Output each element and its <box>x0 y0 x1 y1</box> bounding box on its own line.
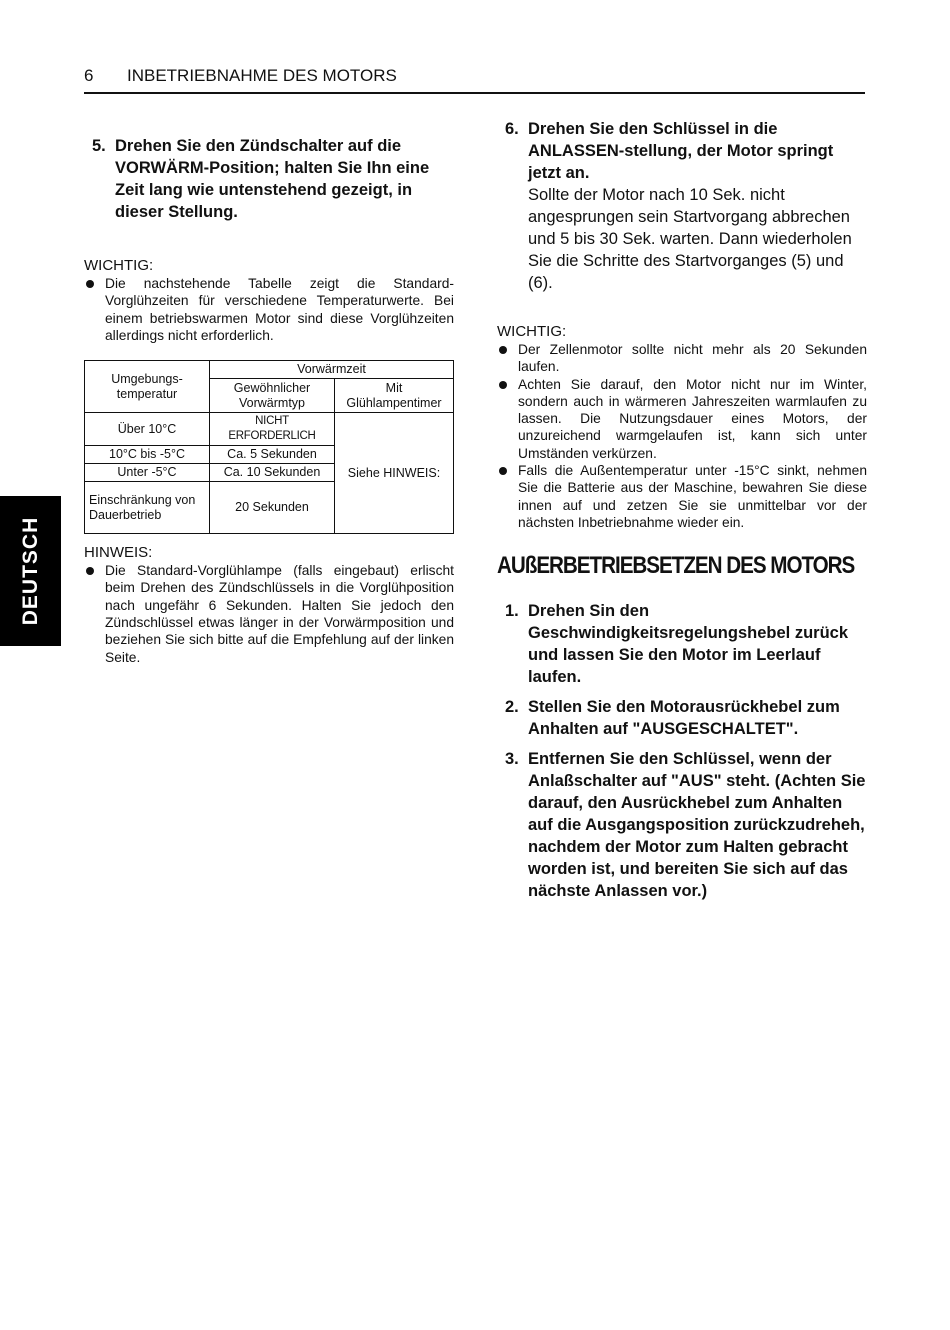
table-cell: Über 10°C <box>85 413 210 446</box>
wichtig-note <box>497 323 867 531</box>
table-cell: 10°C bis -5°C <box>85 446 210 464</box>
table-cell-timer: Siehe HINWEIS: <box>335 413 454 534</box>
left-column <box>84 135 454 666</box>
table-cell: Einschränkung von Dauerbetrieb <box>85 482 210 534</box>
step-text: Drehen Sie den Schlüssel in die ANLASSEN-stellung, der Motor springt jetzt an. <box>528 120 834 182</box>
table-cell: NICHT ERFORDERLICH <box>210 413 335 446</box>
section-title: AUßERBETRIEBSETZEN DES MOTORS <box>497 552 855 580</box>
header-timer-type: Mit Glühlampentimer <box>335 379 454 413</box>
step-5 <box>84 135 454 223</box>
note-item: Falls die Außentemperatur unter -15°C sinkt, nehmen Sie die Batterie aus der Maschine, bewahren Sie diese innen auf und zetzen Sie sie unmittelbar vor der nächsten Inbetriebnahme wieder ein. <box>497 462 867 531</box>
shutdown-step-2 <box>497 696 867 740</box>
step-number: 5. <box>92 137 106 155</box>
page-header <box>84 64 865 94</box>
note-item: Die Standard-Vorglühlampe (falls eingebaut) erlischt beim Drehen des Zündschlüssels in die Vorglühposition nach ungefähr 6 Sekunden. Halten Sie jedoch den Zündschlüssel etwas länger in der Vorwärmposition und beziehen Sie sich bitte auf die Empfehlung auf der linken Seite. <box>84 562 454 666</box>
step-number: 1. <box>505 602 519 621</box>
header-temperature: Umgebungs- temperatur <box>85 361 210 413</box>
step-text: Entfernen Sie den Schlüssel, wenn der Anlaßschalter auf "AUS" steht. (Achten Sie darauf, den Ausrückhebel zum Anhalten auf die Ausgangsposition zurückzudreheh, nachdem der Motor zum Halten gebracht worden ist, und bereiten Sie sich auf das nächste Anlassen vor.) <box>528 750 866 901</box>
step-detail: Sollte der Motor nach 10 Sek. nicht angesprungen sein Startvorgang abbrechen und 5 bis 30 Sek. warten. Dann wiederholen Sie die Schritte des Startvorganges (5) und (6). <box>528 186 852 292</box>
step-text: Drehen Sin den Geschwindigkeitsregelungshebel zurück und lassen Sie den Motor im Leerlauf laufen. <box>528 602 849 687</box>
right-column <box>497 118 867 902</box>
table-cell: Ca. 5 Sekunden <box>210 446 335 464</box>
header-normal-type: Gewöhnlicher Vorwärmtyp <box>210 379 335 413</box>
note-heading: WICHTIG: <box>84 257 154 274</box>
step-number: 2. <box>505 698 519 717</box>
step-number: 6. <box>505 120 519 138</box>
language-tab <box>0 496 61 646</box>
note-list <box>84 562 454 666</box>
table-cell: Unter -5°C <box>85 464 210 482</box>
hinweis-note <box>84 544 454 666</box>
step-6 <box>497 118 867 294</box>
note-heading: HINWEIS: <box>84 544 153 562</box>
table-cell: 20 Sekunden <box>210 482 335 534</box>
shutdown-steps <box>497 600 867 902</box>
note-heading: WICHTIG: <box>497 323 567 340</box>
note-list <box>84 275 454 344</box>
page-title: INBETRIEBNAHME DES MOTORS <box>127 66 397 85</box>
note-list <box>497 341 867 531</box>
shutdown-step-3 <box>497 748 867 902</box>
page-number: 6 <box>84 66 94 85</box>
note-item: Die nachstehende Tabelle zeigt die Standard-Vorglühzeiten für verschiedene Temperaturwerte. Bei einem betriebswarmen Motor sind diese Vorglühzeiten allerdings nicht erforderlich. <box>84 275 454 344</box>
header-preheat-time: Vorwärmzeit <box>210 361 454 379</box>
preheat-table <box>84 360 454 534</box>
shutdown-step-1 <box>497 600 867 688</box>
note-item: Achten Sie darauf, den Motor nicht nur im Winter, sondern auch in wärmeren Jahreszeiten warmlaufen zu lassen. Die Nutzungsdauer eines Motors, der unzureichend warmgelaufen ist, kann sich unter Umständen verkürzen. <box>497 376 867 462</box>
wichtig-note <box>84 257 454 344</box>
language-tab-label: DEUTSCH <box>18 516 42 626</box>
step-text: Drehen Sie den Zündschalter auf die VORWÄRM-Position; halten Sie Ihn eine Zeit lang wie untenstehend gezeigt, in dieser Stellung. <box>115 137 430 221</box>
step-text: Stellen Sie den Motorausrückhebel zum Anhalten auf "AUSGESCHALTET". <box>528 698 840 739</box>
step-number: 3. <box>505 750 519 769</box>
table-cell: Ca. 10 Sekunden <box>210 464 335 482</box>
note-item: Der Zellenmotor sollte nicht mehr als 20 Sekunden laufen. <box>497 341 867 376</box>
